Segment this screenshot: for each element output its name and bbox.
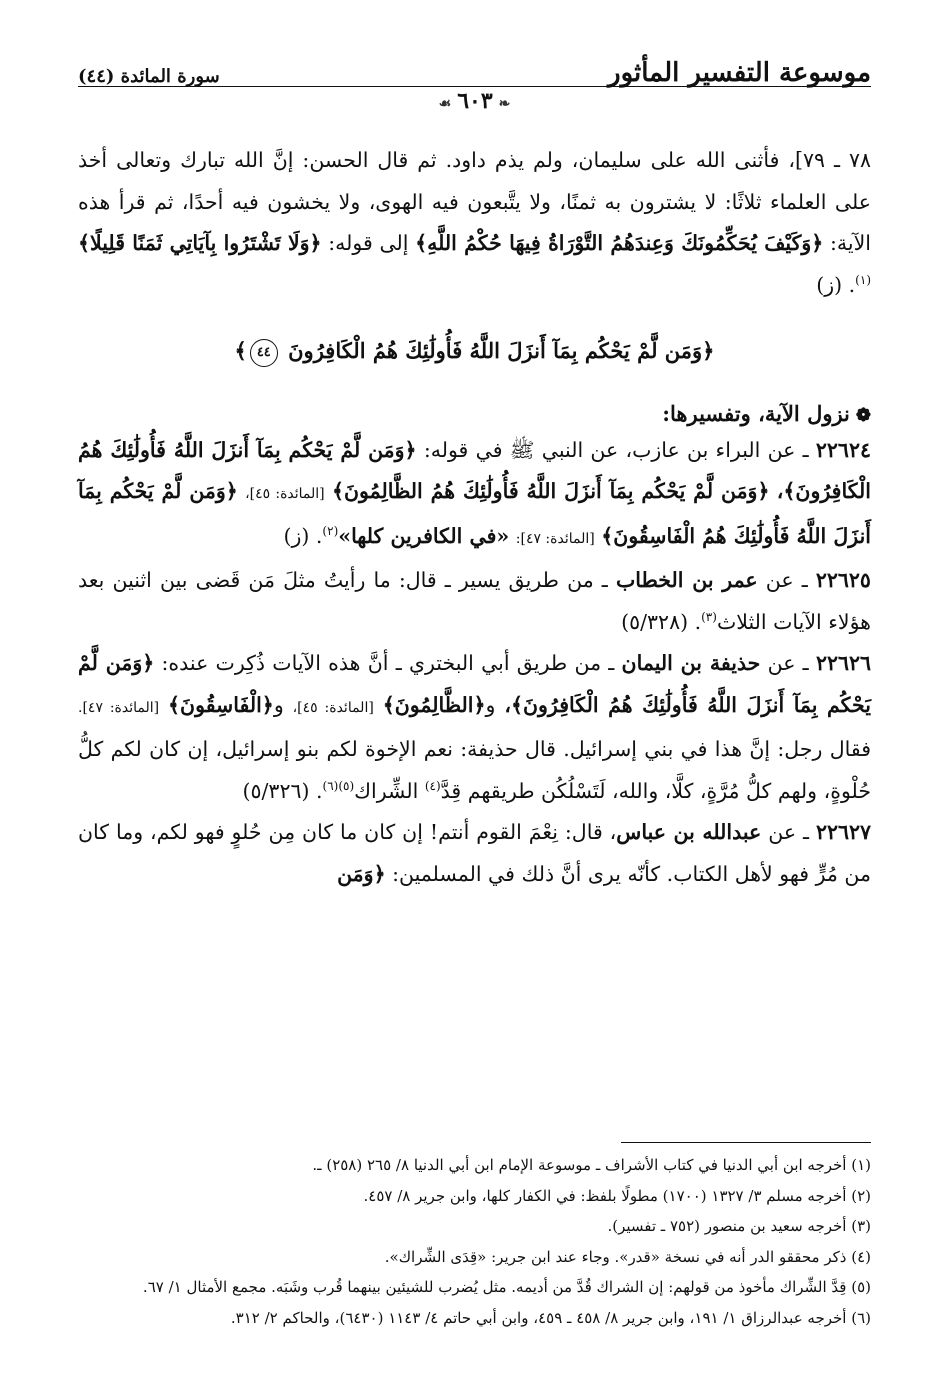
footnote-ref: (٢) [322, 523, 339, 538]
ornament-icon: ❧ [498, 96, 511, 112]
footnote-2: (٢) أخرجه مسلم ٣/ ١٣٢٧ (١٧٠٠) مطولًا بلفظ: في الكفار كلها، وابن جرير ٨/ ٤٥٧. [363, 1186, 871, 1205]
ornament-icon: ☙ [438, 96, 452, 112]
verse-block [78, 338, 871, 367]
header-rule [78, 86, 871, 87]
verse-text: ﴿وَمَن لَّمْ يَحْكُم بِمَآ أَنزَلَ اللَّهُ فَأُولَٰئِكَ هُمُ الْكَافِرُونَ [288, 338, 715, 363]
footnote-separator [621, 1142, 871, 1143]
footnotes [78, 1150, 871, 1333]
quran-quote: ﴿وَمَن لَّمْ يَحْكُم بِمَآ أَنزَلَ اللَّهُ فَأُولَٰئِكَ هُمُ الْكَافِرُونَ﴾، [78, 437, 871, 503]
entry-text: ـ عن [768, 820, 810, 844]
book-title: موسوعة التفسير المأثور [608, 58, 871, 88]
section-heading-text: نزول الآية، وتفسيرها: [662, 400, 850, 426]
flower-icon: ❁ [855, 404, 871, 426]
entry-22624 [78, 430, 871, 561]
narrator-name: عبدالله بن عباس [616, 820, 762, 844]
entry-22627 [78, 812, 871, 895]
entry-22625 [78, 560, 871, 643]
entry-text: ـ من طريق أبي البختري ـ أنَّ هذه الآيات ذُكِرت عنده: [161, 651, 615, 675]
quran-quote: ﴿وَمَن لَّمْ يَحْكُم بِمَآ أَنزَلَ اللَّهُ فَأُولَٰئِكَ هُمُ الْكَافِرُونَ﴾، [78, 651, 871, 717]
verse-reference: [المائدة: ٤٥]، [245, 486, 325, 502]
verse-reference: [المائدة: ٤٧]. [78, 699, 160, 716]
entry-text: ـ عن [767, 651, 809, 675]
source-tag: . (٥/٣٢٦) [242, 778, 323, 803]
page-number: ٦٠٣ [457, 88, 493, 114]
entry-number: ٢٢٦٢٦ [815, 651, 871, 675]
quran-quote: ﴿الظَّالِمُونَ﴾ [382, 692, 486, 717]
source-tag: . (٥/٣٢٨) [621, 609, 702, 634]
quran-quote: ﴿وَلَا تَشْتَرُوا بِآيَاتِي ثَمَنًا قَلِيلًا﴾ [78, 231, 322, 255]
hadith-quote: «في الكافرين كلها» [338, 523, 510, 548]
intro-text: ٧٨ ـ ٧٩]، فأثنى الله على سليمان، ولم يذم داود. ثم قال الحسن: إنَّ الله تبارك وتعالى أخذ على العلماء ثلاثًا: لا يشترون به ثمنًا، ولا يتَّبعون فيه الهوى، ولا يخشون فيه أحدًا، ثم قرأ هذه الآية: [78, 148, 871, 255]
entry-22626 [78, 643, 871, 812]
footnote-ref: (٥)(٦) [322, 778, 355, 793]
narrator-name: عمر بن الخطاب [615, 568, 758, 592]
verse-close: ﴾ [234, 338, 247, 363]
main-text [78, 140, 871, 895]
surah-label: سورة المائدة (٤٤) [78, 66, 220, 87]
footnote-5: (٥) قِدَّ الشِّراك مأخوذ من قولهم: إن الشراك قُدَّ من أديمه. مثل يُضرب للشيئين بينهما قُرب وشَبَه. مجمع الأمثال ١/ ٦٧. [142, 1278, 871, 1296]
entry-number: ٢٢٦٢٥ [815, 568, 871, 592]
entry-text: و [273, 692, 284, 717]
footnote-6: (٦) أخرجه عبدالرزاق ١/ ١٩١، وابن جرير ٨/ ٤٥٨ ـ ٤٥٩، وابن أبي حاتم ٤/ ١١٤٣ (٦٤٣٠)، والحاكم ٢/ ٣١٢. [230, 1308, 871, 1327]
intro-text: إلى قوله: [328, 231, 409, 255]
footnote-ref: (٣) [701, 609, 717, 624]
footnote-1: (١) أخرجه ابن أبي الدنيا في كتاب الأشراف ـ موسوعة الإمام ابن أبي الدنيا ٨/ ٢٦٥ (٢٥٨) ـ. [312, 1156, 871, 1174]
entry-text: ـ عن البراء بن عازب، عن النبي ﷺ في قوله: [423, 437, 809, 462]
verse-reference: [المائدة: ٤٧]: [515, 530, 595, 547]
entry-text: ، قال: نِعْمَ القوم أنتم! إن كان ما كان مِن حُلوٍ فهو لكم، وما كان من مُرٍّ فهو لأهل الكتاب. كأنّه يرى أنَّ ذلك في المسلمين: [78, 820, 871, 886]
entry-number: ٢٢٦٢٧ [815, 820, 872, 844]
source-tag: . (ز) [816, 272, 856, 297]
footnote-4: (٤) ذكر محققو الدر أنه في نسخة «قدر». وجاء عند ابن جرير: «قِدَى الشِّراك». [384, 1247, 871, 1266]
quran-quote: ﴿وَكَيْفَ يُحَكِّمُونَكَ وَعِندَهُمُ التَّوْرَاةُ فِيهَا حُكْمُ اللَّهِ﴾ [415, 231, 824, 255]
entry-text: فقال رجل: إنَّ هذا في بني إسرائيل. قال حذيفة: نعم الإخوة لكم بنو إسرائيل، إن كان لكم كلُّ حُلْوةٍ، ولهم كلُّ مُرَّةٍ، كلَّا، والله، لَتَسْلُكُن طريقهم قِدَّ [78, 737, 871, 803]
verse-reference: [المائدة: ٤٥]، [292, 699, 374, 716]
section-heading [78, 401, 871, 426]
quran-quote: ﴿وَمَن [337, 861, 386, 886]
page-number-row [78, 88, 871, 114]
footnote-ref: (٤) [424, 778, 441, 793]
entry-text: ـ من طريق يسير ـ قال: ما رأيتُ مثلَ مَن قَضى بين اثنين بعد هؤلاء الآيات الثلاث [78, 568, 871, 634]
source-tag: . (ز) [283, 523, 323, 548]
verse-number-badge: ٤٤ [250, 339, 278, 367]
entry-number: ٢٢٦٢٤ [815, 437, 871, 462]
footnote-ref: (١) [855, 272, 871, 287]
quran-quote: ﴿الْفَاسِقُونَ﴾ [168, 692, 274, 717]
quran-quote: ﴿وَمَن لَّمْ يَحْكُم بِمَآ أَنزَلَ اللَّهُ فَأُولَٰئِكَ هُمُ الْفَاسِقُونَ﴾ [78, 479, 871, 548]
footnote-3: (٣) أخرجه سعيد بن منصور (٧٥٢ ـ تفسير). [607, 1217, 871, 1235]
entry-text: و [485, 692, 496, 717]
quran-quote: ﴿وَمَن لَّمْ يَحْكُم بِمَآ أَنزَلَ اللَّهُ فَأُولَٰئِكَ هُمُ الظَّالِمُونَ﴾ [331, 479, 770, 503]
page-header [78, 58, 871, 114]
page [78, 58, 871, 1358]
entry-text: ـ عن [765, 568, 808, 592]
narrator-name: حذيفة بن اليمان [621, 651, 761, 675]
entry-text: الشِّراك [354, 778, 419, 803]
intro-paragraph [78, 140, 871, 306]
